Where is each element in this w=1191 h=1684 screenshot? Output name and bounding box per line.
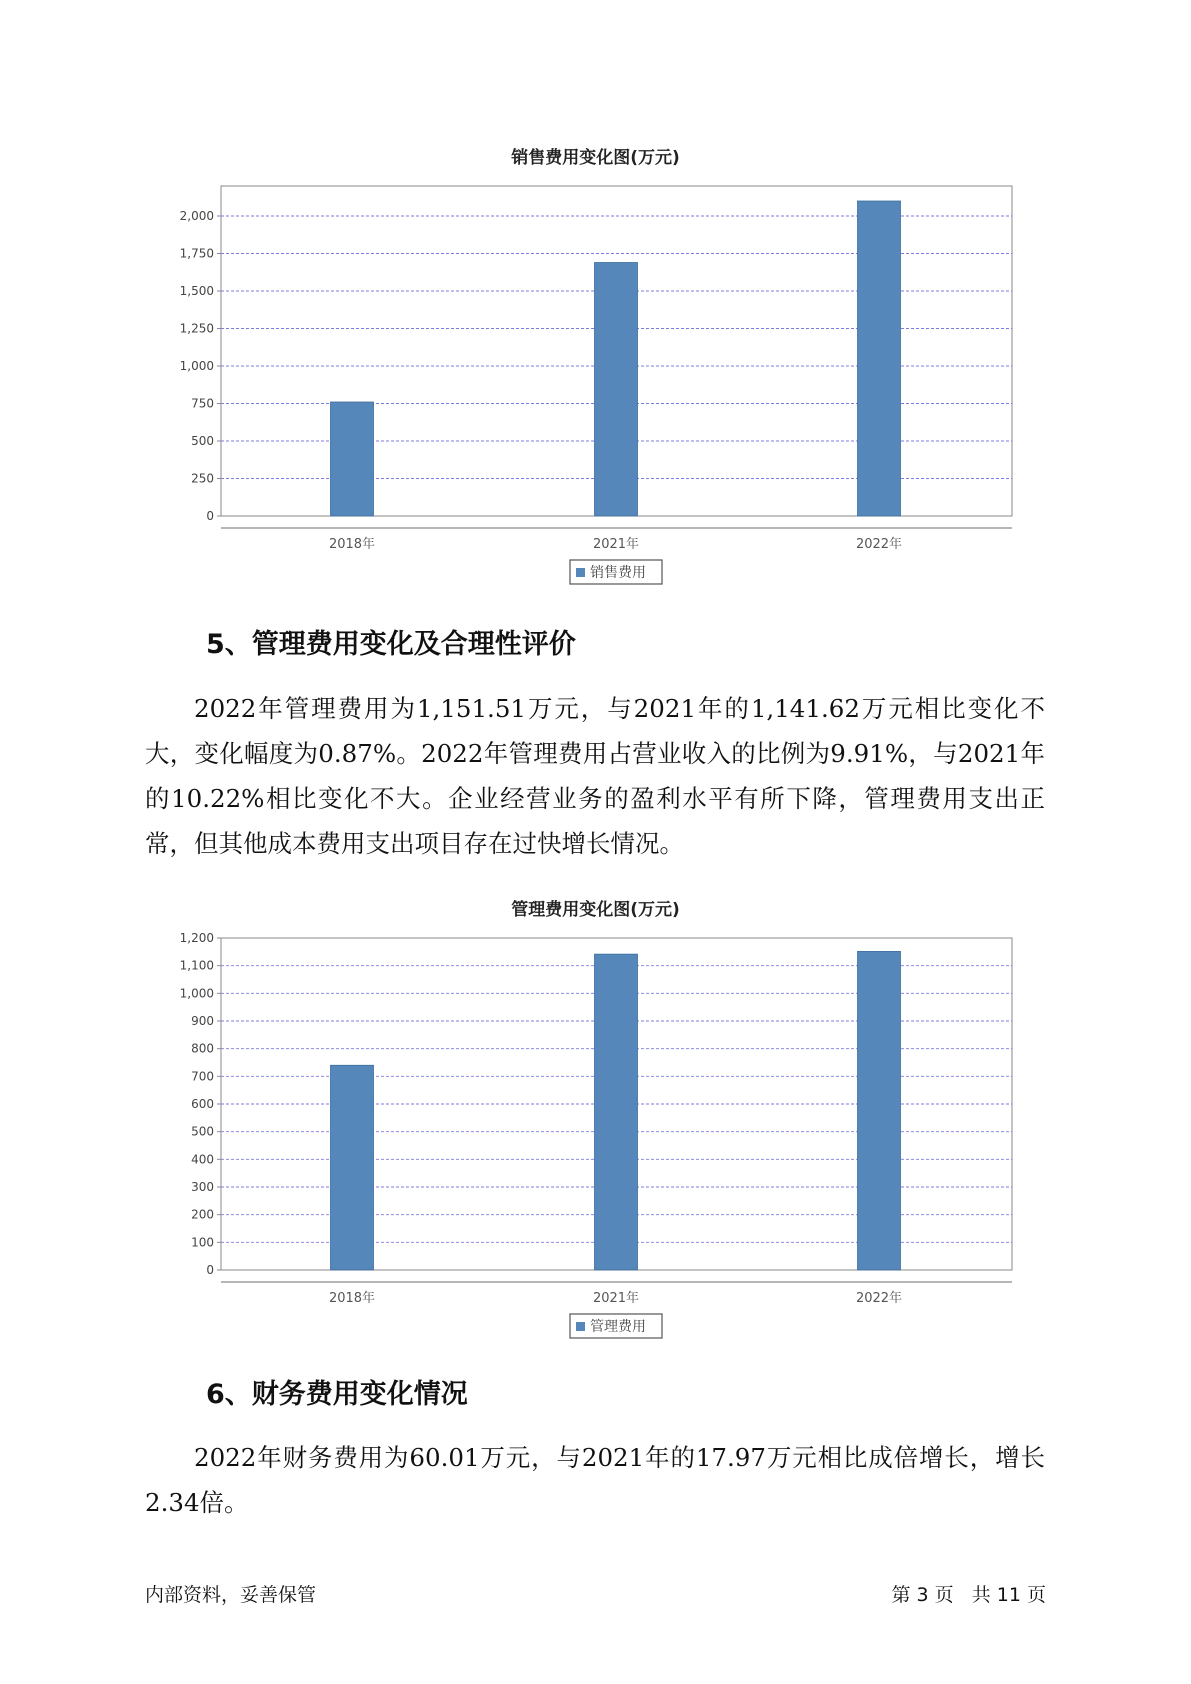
footer-page-number: 第 3 页 共 11 页 [891,1584,1046,1606]
legend-label: 管理费用 [590,1319,646,1335]
y-tick-label: 100 [191,1235,214,1250]
y-tick-label: 200 [191,1207,214,1222]
y-tick-label: 0 [206,1263,214,1277]
y-tick-label: 1,250 [179,321,214,336]
y-tick-label: 700 [191,1069,214,1084]
x-tick-label: 2022年 [855,537,903,552]
section-paragraph-finance-expense: 2022年财务费用为60.01万元，与2021年的17.97万元相比成倍增长，增长2.34倍。 [145,1443,1045,1517]
y-tick-label: 1,200 [179,931,214,945]
y-tick-label: 600 [191,1097,214,1111]
x-tick-label: 2018年 [328,1291,376,1306]
bar [858,951,901,1270]
y-tick-label: 800 [191,1041,214,1056]
footer-confidential-note: 内部资料，妥善保管 [145,1584,317,1606]
sales-expense-bar-chart [0,160,1191,581]
y-tick-label: 400 [191,1152,214,1167]
bar [595,263,638,517]
y-tick-label: 500 [191,434,214,448]
y-tick-label: 300 [191,1180,214,1194]
y-tick-label: 1,750 [179,246,214,261]
y-tick-label: 0 [206,509,214,523]
y-tick-label: 250 [191,471,214,486]
section-heading-management-expense: 5、管理费用变化及合理性评价 [206,629,576,660]
legend-swatch [576,568,585,577]
section-paragraph-management-expense: 2022年管理费用为1,151.51万元，与2021年的1,141.62万元相比变化不大，变化幅度为0.87%。2022年管理费用占营业收入的比例为9.91%，与2021年的10.22%相比变化不大。企业经营业务的盈利水平有所下降，管理费用支出正常，但其他成本费用支出项目存在过快增长情况。 [145,694,1045,858]
y-tick-label: 1,500 [179,284,214,298]
y-tick-label: 750 [191,396,214,411]
chart-title-management-expense: 管理费用变化图(万元) [511,900,680,920]
y-tick-label: 500 [191,1124,214,1139]
bar [595,954,638,1270]
y-tick-label: 1,000 [179,986,214,1001]
legend-label: 销售费用 [590,565,646,581]
bar [858,201,901,516]
y-tick-label: 900 [191,1014,214,1028]
x-tick-label: 2018年 [328,537,376,552]
y-tick-label: 1,000 [179,359,214,373]
y-tick-label: 1,100 [179,958,214,973]
x-tick-label: 2021年 [592,1291,640,1306]
chart-title-sales-expense: 销售费用变化图(万元) [511,148,680,168]
management-expense-bar-chart [0,912,1191,1335]
x-tick-label: 2021年 [592,537,640,552]
section-heading-finance-expense: 6、财务费用变化情况 [206,1379,468,1410]
y-tick-label: 2,000 [179,209,214,223]
x-tick-label: 2022年 [855,1291,903,1306]
bar [331,402,374,516]
legend-swatch [576,1322,585,1331]
bar [331,1065,374,1270]
